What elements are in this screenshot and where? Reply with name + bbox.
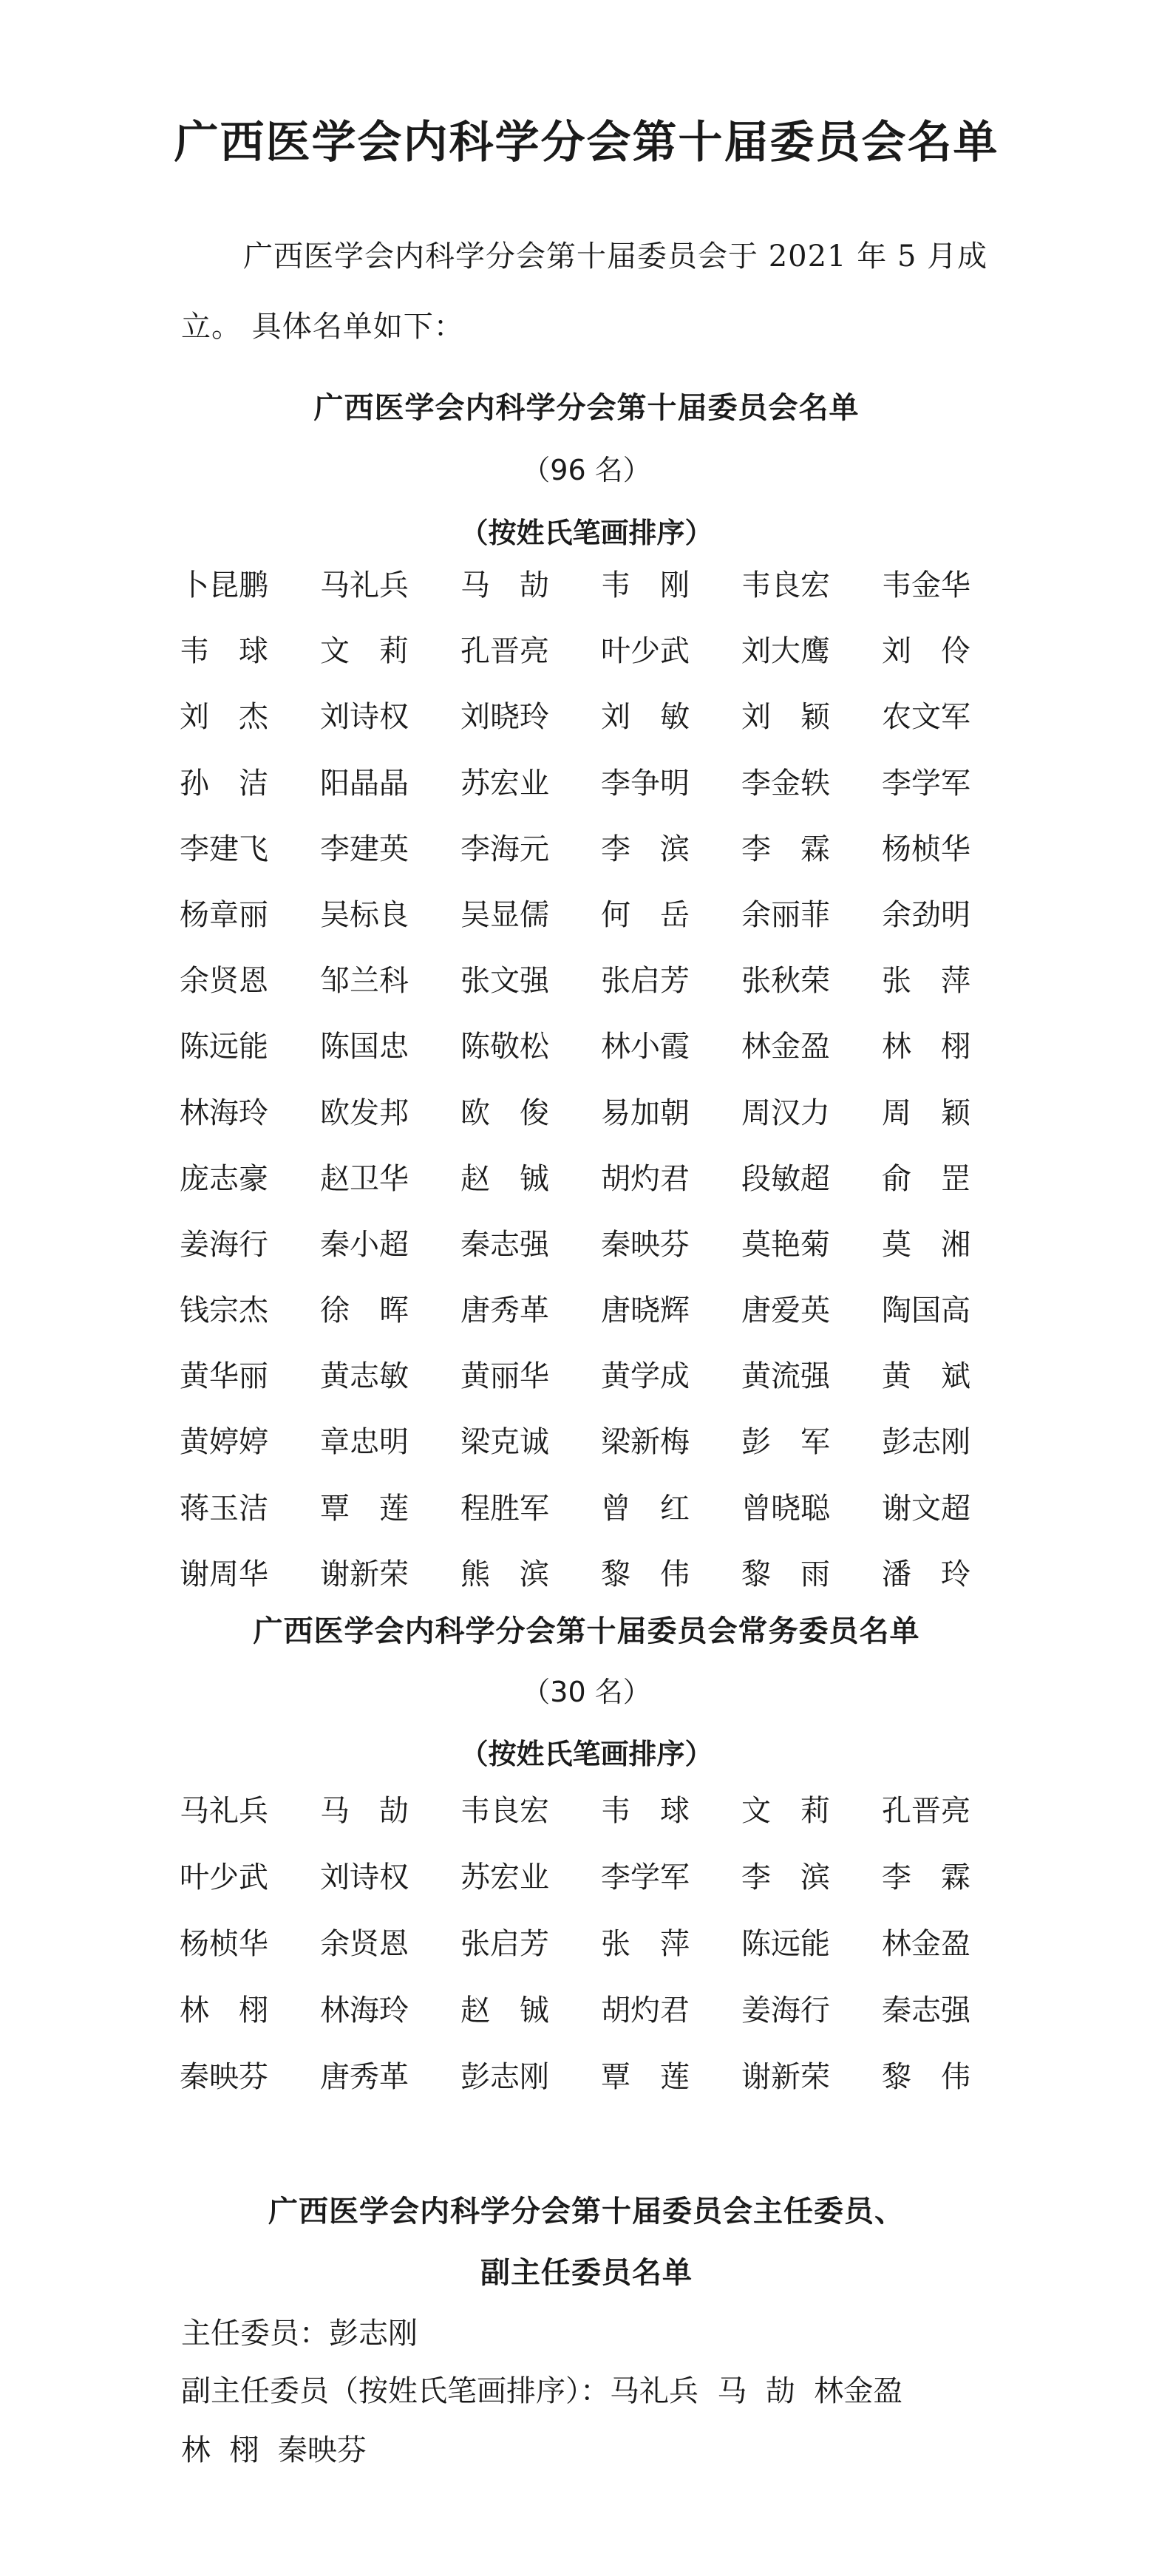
member-name: 黄婷婷 [180, 1425, 268, 1460]
member-name: 张启芳 [601, 964, 690, 999]
member-name: 李金轶 [741, 766, 830, 801]
leaders-title-line2: 副主任委员名单 [480, 2256, 693, 2290]
member-name: 黄流强 [741, 1359, 830, 1394]
member-name: 谢新荣 [320, 1557, 409, 1591]
member-name: 李学军 [601, 1860, 690, 1894]
member-name: 张秋荣 [741, 964, 830, 999]
member-name: 余贤恩 [180, 964, 268, 999]
member-name: 胡灼君 [601, 1994, 690, 2028]
member-name: 林海玲 [180, 1095, 268, 1130]
member-name: 马 劼 [320, 1794, 409, 1828]
member-name: 李 霖 [882, 1860, 970, 1894]
member-name: 刘 敏 [601, 700, 690, 735]
member-name: 秦志强 [460, 1227, 549, 1262]
member-name: 唐爱英 [741, 1294, 830, 1328]
member-name: 谢周华 [180, 1557, 268, 1591]
member-name: 钱宗杰 [180, 1294, 268, 1328]
member-name: 姜海行 [741, 1994, 830, 2028]
committee-order-note: （按姓氏笔画排序） [460, 517, 713, 549]
member-name: 秦映芬 [601, 1227, 690, 1262]
vice-chairs-line2: 林 栩 秦映芬 [181, 2433, 367, 2467]
leaders-title-line1: 广西医学会内科学分会第十届委员会主任委员、 [268, 2195, 905, 2229]
member-name: 李 滨 [601, 832, 690, 866]
member-name: 余贤恩 [320, 1927, 409, 1961]
member-name: 黎 伟 [601, 1557, 690, 1591]
member-name: 刘 颖 [741, 700, 830, 735]
member-name: 胡灼君 [601, 1161, 690, 1196]
member-name: 李海元 [460, 832, 549, 866]
member-name: 文 莉 [320, 634, 409, 669]
member-name: 曾晓聪 [741, 1491, 830, 1526]
member-name: 张 萍 [882, 964, 970, 999]
member-name: 俞 罡 [882, 1161, 970, 1196]
member-name: 苏宏业 [460, 766, 549, 801]
member-name: 刘诗权 [320, 1860, 409, 1894]
member-name: 覃 莲 [320, 1491, 409, 1526]
member-name: 叶少武 [601, 634, 690, 669]
member-name: 刘 杰 [180, 700, 268, 735]
member-name: 黎 伟 [882, 2060, 970, 2094]
member-name: 卜昆鹏 [180, 568, 268, 602]
member-name: 余丽菲 [741, 897, 830, 932]
member-name: 莫艳菊 [741, 1227, 830, 1262]
standing-committee-order-note: （按姓氏笔画排序） [460, 1738, 713, 1770]
member-name: 黄华丽 [180, 1359, 268, 1394]
member-name: 阳晶晶 [320, 766, 409, 801]
standing-committee-title: 广西医学会内科学分会第十届委员会常务委员名单 [253, 1614, 920, 1648]
member-name: 陈国忠 [320, 1030, 409, 1064]
member-name: 林金盈 [741, 1030, 830, 1064]
member-name: 林海玲 [320, 1994, 409, 2028]
member-name: 杨章丽 [180, 897, 268, 932]
member-name: 谢文超 [882, 1491, 970, 1526]
member-name: 章忠明 [320, 1425, 409, 1460]
member-name: 林 栩 [882, 1030, 970, 1064]
member-name: 林小霞 [601, 1030, 690, 1064]
member-name: 李 霖 [741, 832, 830, 866]
member-name: 徐 晖 [320, 1294, 409, 1328]
member-name: 姜海行 [180, 1227, 268, 1262]
chair-line: 主任委员：彭志刚 [181, 2317, 418, 2351]
member-name: 陶国高 [882, 1294, 970, 1328]
member-name: 彭 军 [741, 1425, 830, 1460]
member-name: 赵 铖 [460, 1161, 549, 1196]
member-name: 叶少武 [180, 1860, 268, 1894]
member-name: 黎 雨 [741, 1557, 830, 1591]
member-name: 马 劼 [460, 568, 549, 602]
member-name: 马礼兵 [180, 1794, 268, 1828]
member-name: 韦良宏 [741, 568, 830, 602]
member-name: 易加朝 [601, 1095, 690, 1130]
member-name: 孔晋亮 [882, 1794, 970, 1828]
member-name: 韦良宏 [460, 1794, 549, 1828]
committee-member-grid [180, 553, 993, 1608]
member-name: 秦小超 [320, 1227, 409, 1262]
member-name: 彭志刚 [460, 2060, 549, 2094]
member-name: 黄学成 [601, 1359, 690, 1394]
member-name: 潘 玲 [882, 1557, 970, 1591]
member-name: 莫 湘 [882, 1227, 970, 1262]
member-name: 李学军 [882, 766, 970, 801]
member-name: 唐晓辉 [601, 1294, 690, 1328]
member-name: 黄丽华 [460, 1359, 549, 1394]
member-name: 欧发邦 [320, 1095, 409, 1130]
member-name: 蒋玉洁 [180, 1491, 268, 1526]
committee-title: 广西医学会内科学分会第十届委员会名单 [313, 391, 860, 425]
member-name: 周 颖 [882, 1095, 970, 1130]
committee-count: （96 名） [522, 454, 651, 486]
member-name: 刘晓玲 [460, 700, 549, 735]
member-name: 唐秀革 [320, 2060, 409, 2094]
member-name: 李 滨 [741, 1860, 830, 1894]
member-name: 农文军 [882, 700, 970, 735]
member-name: 韦 球 [180, 634, 268, 669]
member-name: 孙 洁 [180, 766, 268, 801]
member-name: 欧 俊 [460, 1095, 549, 1130]
member-name: 李建飞 [180, 832, 268, 866]
member-name: 秦映芬 [180, 2060, 268, 2094]
member-name: 张 萍 [601, 1927, 690, 1961]
member-name: 李建英 [320, 832, 409, 866]
vice-chairs-line1: 副主任委员（按姓氏笔画排序）：马礼兵 马 劼 林金盈 [181, 2374, 903, 2408]
member-name: 彭志刚 [882, 1425, 970, 1460]
member-name: 刘诗权 [320, 700, 409, 735]
member-name: 梁克诚 [460, 1425, 549, 1460]
member-name: 覃 莲 [601, 2060, 690, 2094]
standing-member-grid [180, 1778, 993, 2110]
member-name: 张文强 [460, 964, 549, 999]
member-name: 程胜军 [460, 1491, 549, 1526]
member-name: 秦志强 [882, 1994, 970, 2028]
member-name: 黄 斌 [882, 1359, 970, 1394]
member-name: 吴显儒 [460, 897, 549, 932]
member-name: 文 莉 [741, 1794, 830, 1828]
member-name: 马礼兵 [320, 568, 409, 602]
member-name: 刘大鹰 [741, 634, 830, 669]
member-name: 邹兰科 [320, 964, 409, 999]
member-name: 李争明 [601, 766, 690, 801]
member-name: 苏宏业 [460, 1860, 549, 1894]
member-name: 杨桢华 [180, 1927, 268, 1961]
member-name: 韦 刚 [601, 568, 690, 602]
member-name: 陈敬松 [460, 1030, 549, 1064]
member-name: 张启芳 [460, 1927, 549, 1961]
member-name: 吴标良 [320, 897, 409, 932]
member-name: 周汉力 [741, 1095, 830, 1130]
member-name: 陈远能 [741, 1927, 830, 1961]
member-name: 唐秀革 [460, 1294, 549, 1328]
member-name: 梁新梅 [601, 1425, 690, 1460]
member-name: 何 岳 [601, 897, 690, 932]
member-name: 谢新荣 [741, 2060, 830, 2094]
member-name: 熊 滨 [460, 1557, 549, 1591]
standing-committee-count: （30 名） [522, 1676, 651, 1708]
member-name: 陈远能 [180, 1030, 268, 1064]
member-name: 韦金华 [882, 568, 970, 602]
intro-paragraph: 广西医学会内科学分会第十届委员会于 2021 年 5 月成立。 具体名单如下： [181, 239, 988, 344]
member-name: 余劲明 [882, 897, 970, 932]
member-name: 曾 红 [601, 1491, 690, 1526]
member-name: 庞志豪 [180, 1161, 268, 1196]
member-name: 孔晋亮 [460, 634, 549, 669]
member-name: 刘 伶 [882, 634, 970, 669]
member-name: 林金盈 [882, 1927, 970, 1961]
member-name: 黄志敏 [320, 1359, 409, 1394]
member-name: 赵卫华 [320, 1161, 409, 1196]
member-name: 杨桢华 [882, 832, 970, 866]
member-name: 林 栩 [180, 1994, 268, 2028]
member-name: 段敏超 [741, 1161, 830, 1196]
member-name: 韦 球 [601, 1794, 690, 1828]
document-title: 广西医学会内科学分会第十届委员会名单 [174, 117, 999, 169]
member-name: 赵 铖 [460, 1994, 549, 2028]
